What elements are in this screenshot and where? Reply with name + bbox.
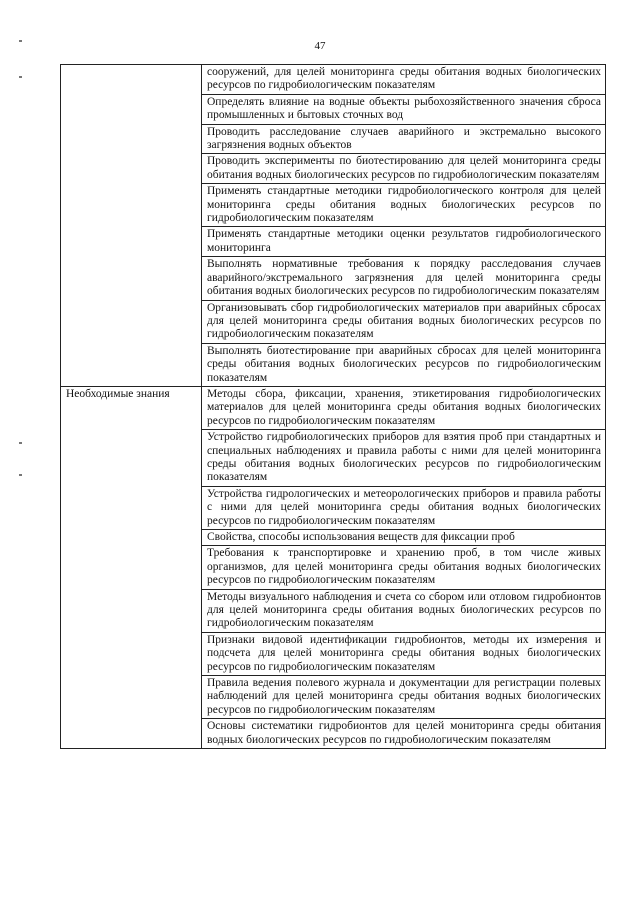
table-row xyxy=(61,386,606,429)
table-row xyxy=(61,65,606,95)
section-label: Необходимые знания xyxy=(61,386,202,748)
scan-mark xyxy=(19,76,22,78)
requirement-item: Применять стандартные методики гидробиологического контроля для целей мониторинга среды обитания водных биологических ресурсов по гидробиологическим показателям xyxy=(202,184,606,227)
requirement-item: Проводить расследование случаев аварийного и экстремально высокого загрязнения водных объектов xyxy=(202,124,606,154)
requirement-item: Проводить эксперименты по биотестированию для целей мониторинга среды обитания водных биологических ресурсов по гидробиологическим показателям xyxy=(202,154,606,184)
scan-mark xyxy=(19,40,22,42)
requirement-item: Свойства, способы использования веществ для фиксации проб xyxy=(202,530,606,546)
competency-table xyxy=(60,64,606,749)
requirement-item: Выполнять нормативные требования к порядку расследования случаев аварийного/экстремального загрязнения для целей мониторинга среды обитания водных биологических ресурсов по гидробиологическим показателям xyxy=(202,257,606,300)
requirement-item: Основы систематики гидробионтов для целей мониторинга среды обитания водных биологических ресурсов по гидробиологическим показателям xyxy=(202,719,606,749)
requirement-item: Выполнять биотестирование при аварийных сбросах для целей мониторинга среды обитания водных биологических ресурсов по гидробиологическим показателям xyxy=(202,343,606,386)
scan-mark xyxy=(19,442,22,444)
requirement-item: сооружений, для целей мониторинга среды обитания водных биологических ресурсов по гидробиологическим показателям xyxy=(202,65,606,95)
requirement-item: Организовывать сбор гидробиологических материалов при аварийных сбросах для целей мониторинга среды обитания водных биологических ресурсов по гидробиологическим показателям xyxy=(202,300,606,343)
page-number: 47 xyxy=(314,40,326,52)
requirement-item: Устройство гидробиологических приборов для взятия проб при стандартных и специальных наблюдениях и правила работы с ними для целей мониторинга среды обитания водных биологических ресурсов по гидробиологическим показателям xyxy=(202,430,606,487)
requirement-item: Правила ведения полевого журнала и документации для регистрации полевых наблюдений для целей мониторинга среды обитания водных биологических ресурсов по гидробиологическим показателям xyxy=(202,676,606,719)
requirement-item: Признаки видовой идентификации гидробионтов, методы их измерения и подсчета для целей мониторинга среды обитания водных биологических ресурсов по гидробиологическим показателям xyxy=(202,632,606,675)
scan-mark xyxy=(19,474,22,476)
requirement-item: Методы сбора, фиксации, хранения, этикетирования гидробиологических материалов для целей мониторинга среды обитания водных биологических ресурсов по гидробиологическим показателям xyxy=(202,386,606,429)
requirement-item: Определять влияние на водные объекты рыбохозяйственного значения сброса промышленных и бытовых сточных вод xyxy=(202,94,606,124)
requirement-item: Методы визуального наблюдения и счета со сбором или отловом гидробионтов для целей мониторинга среды обитания водных биологических ресурсов по гидробиологическим показателям xyxy=(202,589,606,632)
requirement-item: Требования к транспортировке и хранению проб, в том числе живых организмов, для целей мониторинга среды обитания водных биологических ресурсов по гидробиологическим показателям xyxy=(202,546,606,589)
requirement-item: Устройства гидрологических и метеорологических приборов и правила работы с ними для целей мониторинга среды обитания водных биологических ресурсов по гидробиологическим показателям xyxy=(202,486,606,529)
requirement-item: Применять стандартные методики оценки результатов гидробиологического мониторинга xyxy=(202,227,606,257)
section-label xyxy=(61,65,202,387)
